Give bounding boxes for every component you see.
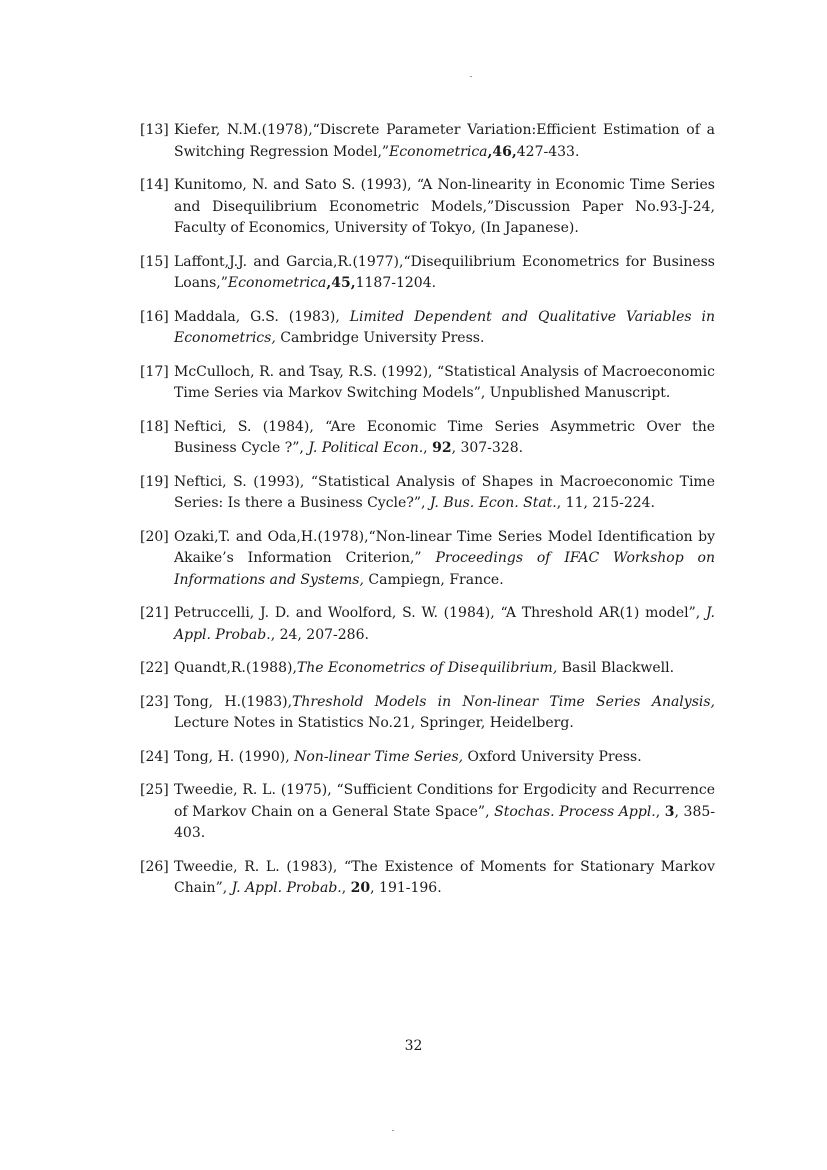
reference-segment: Kiefer, N.M.(1978),“Discrete Parameter Variation:Efficient Estimation of a Switching Regression Model,” bbox=[174, 122, 715, 160]
reference-number: [16] bbox=[140, 308, 169, 325]
reference-title-italic: Non-linear Time Series, bbox=[294, 748, 464, 765]
reference-segment: Petruccelli, J. D. and Woolford, S. W. (1984), “A Threshold AR(1) model”, bbox=[174, 605, 707, 621]
reference-volume-bold: 3 bbox=[664, 803, 675, 820]
reference-number: [17] bbox=[140, 363, 169, 380]
reference-segment: Laffont,J.J. and Garcia,R.(1977),“Disequilibrium Econometrics for Business Loans,” bbox=[174, 253, 715, 291]
reference-number: [21] bbox=[140, 605, 169, 621]
reference-volume-bold: 92 bbox=[432, 440, 452, 456]
reference-segment: 427-433. bbox=[516, 143, 580, 160]
reference-title-italic: J. Bus. Econ. Stat. bbox=[429, 495, 557, 511]
reference-volume-bold: ,46, bbox=[487, 143, 517, 160]
reference-text bbox=[174, 658, 715, 680]
reference-entry bbox=[140, 307, 715, 350]
reference-entry bbox=[140, 417, 715, 460]
reference-number: [25] bbox=[140, 782, 169, 798]
reference-title-italic: Stochas. Process Appl. bbox=[494, 803, 656, 820]
reference-segment: Tong, H. (1990), bbox=[174, 748, 295, 765]
reference-text bbox=[174, 857, 715, 900]
reference-segment: Neftici, S. (1984), “Are Economic Time Series Asymmetric Over the Business Cycle ?”, bbox=[174, 418, 715, 456]
reference-entry bbox=[140, 747, 715, 769]
reference-text bbox=[174, 527, 715, 592]
reference-segment: Cambridge University Press. bbox=[275, 330, 485, 346]
scan-speck bbox=[392, 1130, 394, 1131]
reference-entry bbox=[140, 658, 715, 680]
reference-text bbox=[174, 120, 715, 163]
reference-text bbox=[174, 603, 715, 646]
reference-title-italic: J. Appl. Probab. bbox=[174, 605, 715, 643]
reference-volume-bold: 20 bbox=[350, 880, 371, 896]
reference-segment: McCulloch, R. and Tsay, R.S. (1992), “Statistical Analysis of Macroeconomic Time Series via Markov Switching Models”, Unpublished Manuscript. bbox=[174, 363, 715, 401]
reference-segment: Oxford University Press. bbox=[463, 748, 642, 765]
reference-text bbox=[174, 692, 715, 735]
reference-entry bbox=[140, 857, 715, 900]
reference-title-italic: Limited Dependent and Qualitative Variables in Econometrics, bbox=[174, 308, 715, 346]
reference-title-italic: Econometrica bbox=[227, 275, 327, 291]
reference-text bbox=[174, 307, 715, 350]
reference-entry bbox=[140, 527, 715, 592]
reference-segment: Campiegn, France. bbox=[363, 571, 504, 588]
reference-entry bbox=[140, 252, 715, 295]
reference-entry bbox=[140, 603, 715, 646]
reference-segment: Basil Blackwell. bbox=[557, 660, 675, 676]
reference-segment: , bbox=[655, 803, 665, 820]
reference-title-italic: J. Appl. Probab. bbox=[231, 880, 342, 896]
reference-number: [18] bbox=[140, 418, 169, 435]
reference-title-italic: Proceedings of IFAC Workshop on Informations and Systems, bbox=[174, 550, 715, 588]
reference-title-italic: The Econometrics of Disequilibrium, bbox=[296, 660, 558, 676]
reference-text bbox=[174, 780, 715, 845]
reference-title-italic: Econometrica bbox=[389, 143, 488, 160]
reference-segment: Neftici, S. (1993), “Statistical Analysis of Shapes in Macroeconomic Time Series: Is there a Business Cycle?”, bbox=[174, 473, 715, 511]
reference-entry bbox=[140, 472, 715, 515]
reference-segment: Lecture Notes in Statistics No.21, Springer, Heidelberg. bbox=[174, 715, 574, 731]
reference-title-italic: J. Political Econ. bbox=[308, 440, 424, 456]
reference-segment: Quandt,R.(1988), bbox=[174, 660, 297, 676]
reference-number: [26] bbox=[140, 858, 169, 875]
reference-number: [24] bbox=[140, 748, 169, 765]
reference-segment: , 24, 207-286. bbox=[270, 626, 369, 643]
reference-segment: Tong, H.(1983), bbox=[174, 693, 293, 710]
reference-segment: Tweedie, R. L. (1983), “The Existence of Moments for Stationary Markov Chain”, bbox=[174, 858, 715, 896]
reference-segment: Ozaki,T. and Oda,H.(1978),“Non-linear Time Series Model Identification by Akaike’s Information Criterion,” bbox=[174, 528, 715, 566]
reference-number: [14] bbox=[140, 177, 169, 193]
reference-segment: Kunitomo, N. and Sato S. (1993), “A Non-linearity in Economic Time Series and Disequilibrium Econometric Models,”Discussion Paper No.93-J-24, Faculty of Economics, University of Tokyo, (In Japanese). bbox=[174, 177, 715, 236]
reference-segment: , 191-196. bbox=[370, 880, 442, 896]
reference-number: [20] bbox=[140, 528, 169, 545]
reference-text bbox=[174, 362, 715, 405]
reference-text bbox=[174, 747, 715, 769]
reference-text bbox=[174, 252, 715, 295]
reference-segment: Tweedie, R. L. (1975), “Sufficient Conditions for Ergodicity and Recurrence of Markov Chain on a General State Space”, bbox=[174, 782, 715, 820]
reference-segment: , 11, 215-224. bbox=[556, 495, 656, 511]
reference-entry bbox=[140, 175, 715, 240]
reference-entry bbox=[140, 780, 715, 845]
reference-text bbox=[174, 472, 715, 515]
scan-speck bbox=[470, 76, 472, 77]
page-number: 32 bbox=[404, 1038, 423, 1054]
reference-number: [15] bbox=[140, 253, 169, 270]
reference-entry bbox=[140, 362, 715, 405]
reference-segment: , bbox=[341, 880, 351, 896]
reference-number: [19] bbox=[140, 473, 169, 490]
reference-segment: Maddala, G.S. (1983), bbox=[174, 308, 350, 325]
reference-number: [13] bbox=[140, 122, 169, 138]
reference-entry bbox=[140, 692, 715, 735]
reference-segment: , 307-328. bbox=[451, 440, 524, 456]
reference-entry bbox=[140, 120, 715, 163]
reference-text bbox=[174, 175, 715, 240]
reference-text bbox=[174, 417, 715, 460]
reference-segment: , bbox=[423, 440, 433, 456]
reference-segment: , 385-403. bbox=[174, 803, 716, 841]
reference-list bbox=[140, 120, 715, 912]
reference-number: [23] bbox=[140, 693, 169, 710]
reference-volume-bold: ,45, bbox=[326, 275, 356, 291]
reference-number: [22] bbox=[140, 660, 169, 676]
reference-segment: 1187-1204. bbox=[355, 275, 437, 291]
reference-title-italic: Threshold Models in Non-linear Time Series Analysis, bbox=[292, 693, 715, 710]
